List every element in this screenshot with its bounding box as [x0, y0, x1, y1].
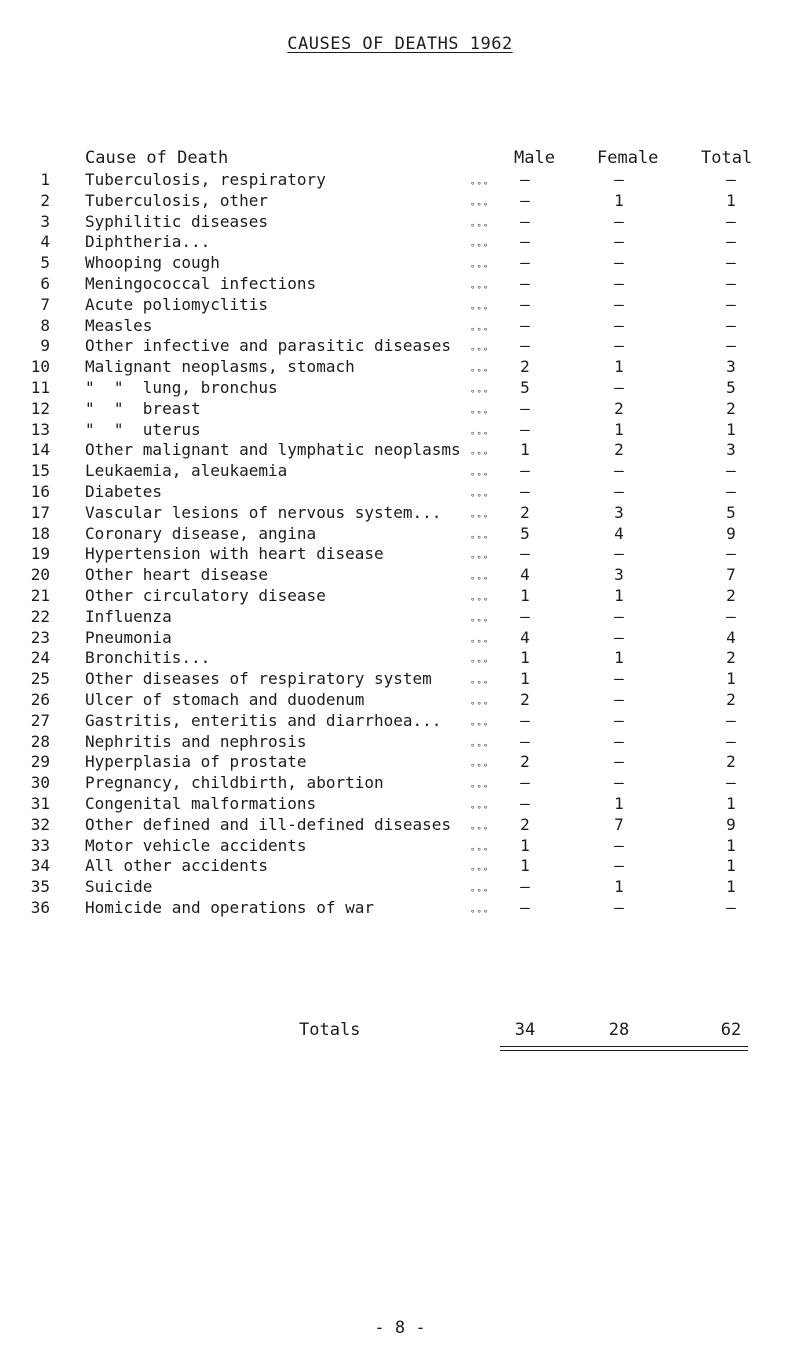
dot-leader: ∘∘∘	[470, 262, 490, 273]
dot-leader: ∘∘∘	[470, 345, 490, 356]
male-count: 1	[520, 648, 530, 668]
total-count: 1	[726, 877, 736, 897]
row-number: 13	[30, 419, 50, 439]
total-count: —	[726, 253, 736, 273]
row-number: 24	[30, 648, 50, 668]
table-row	[0, 794, 800, 815]
female-count: —	[614, 294, 624, 314]
total-count: —	[726, 481, 736, 501]
table-row	[0, 690, 800, 711]
cause-label: " " uterus	[85, 419, 201, 439]
row-number: 26	[30, 689, 50, 709]
female-count: 1	[614, 648, 624, 668]
table-row	[0, 274, 800, 295]
male-count: —	[520, 232, 530, 252]
female-count: —	[614, 689, 624, 709]
cause-label: Ulcer of stomach and duodenum	[85, 689, 365, 709]
cause-label: Measles	[85, 315, 153, 335]
total-count: 1	[726, 835, 736, 855]
table-row	[0, 565, 800, 586]
table-row	[0, 461, 800, 482]
dot-leader: ∘∘∘	[470, 511, 490, 522]
total-count: —	[726, 273, 736, 293]
header-cause: Cause of Death	[85, 148, 229, 168]
male-count: —	[520, 253, 530, 273]
row-number: 17	[30, 502, 50, 522]
total-count: 2	[726, 689, 736, 709]
female-count: 7	[614, 814, 624, 834]
female-count: —	[614, 897, 624, 917]
dot-leader: ∘∘∘	[470, 886, 490, 897]
dot-leader: ∘∘∘	[470, 282, 490, 293]
female-count: —	[614, 273, 624, 293]
row-number: 8	[40, 315, 50, 335]
row-number: 18	[30, 523, 50, 543]
male-count: 2	[520, 689, 530, 709]
male-count: 2	[520, 752, 530, 772]
female-count: —	[614, 170, 624, 189]
cause-label: Other malignant and lymphatic neoplasms	[85, 440, 461, 460]
cause-label: Syphilitic diseases	[85, 211, 269, 231]
cause-label: Hypertension with heart disease	[85, 544, 384, 564]
female-count: 1	[614, 357, 624, 377]
total-count: 7	[726, 565, 736, 585]
row-number: 25	[30, 669, 50, 689]
row-number: 28	[30, 731, 50, 751]
row-number: 19	[30, 544, 50, 564]
row-number: 31	[30, 793, 50, 813]
dot-leader: ∘∘∘	[470, 574, 490, 585]
female-count: 1	[614, 793, 624, 813]
female-count: 3	[614, 565, 624, 585]
dot-leader: ∘∘∘	[470, 179, 490, 189]
total-all: 62	[720, 1020, 742, 1040]
total-count: 5	[726, 377, 736, 397]
cause-label: Other diseases of respiratory system	[85, 669, 432, 689]
dot-leader: ∘∘∘	[470, 615, 490, 626]
row-number: 3	[40, 211, 50, 231]
table-row	[0, 170, 800, 191]
female-count: —	[614, 336, 624, 356]
cause-label: Gastritis, enteritis and diarrhoea...	[85, 710, 442, 730]
cause-label: Diphtheria...	[85, 232, 211, 252]
total-count: 3	[726, 357, 736, 377]
total-female: 28	[608, 1020, 630, 1040]
table-row	[0, 669, 800, 690]
table-row	[0, 628, 800, 649]
male-count: 1	[520, 669, 530, 689]
total-count: 1	[726, 856, 736, 876]
male-count: —	[520, 419, 530, 439]
male-count: —	[520, 170, 530, 189]
cause-label: Hyperplasia of prostate	[85, 752, 307, 772]
total-count: —	[726, 315, 736, 335]
dot-leader: ∘∘∘	[470, 199, 490, 210]
total-count: 5	[726, 502, 736, 522]
row-number: 32	[30, 814, 50, 834]
cause-label: Vascular lesions of nervous system...	[85, 502, 442, 522]
male-count: 2	[520, 357, 530, 377]
cause-label: Influenza	[85, 606, 172, 626]
header-male: Male	[514, 148, 555, 168]
cause-label: Pregnancy, childbirth, abortion	[85, 773, 384, 793]
total-count: —	[726, 211, 736, 231]
dot-leader: ∘∘∘	[470, 782, 490, 793]
page-number: - 8 -	[374, 1318, 426, 1338]
total-count: —	[726, 232, 736, 252]
cause-label: " " breast	[85, 398, 201, 418]
cause-label: Meningococcal infections	[85, 273, 317, 293]
table-row	[0, 253, 800, 274]
female-count: —	[614, 253, 624, 273]
row-number: 6	[40, 273, 50, 293]
cause-label: All other accidents	[85, 856, 269, 876]
male-count: —	[520, 710, 530, 730]
dot-leader: ∘∘∘	[470, 241, 490, 252]
female-count: —	[614, 481, 624, 501]
dot-leader: ∘∘∘	[470, 366, 490, 377]
total-count: —	[726, 897, 736, 917]
dot-leader: ∘∘∘	[470, 740, 490, 751]
female-count: 1	[614, 190, 624, 210]
cause-label: Suicide	[85, 877, 153, 897]
table-row	[0, 732, 800, 753]
male-count: 2	[520, 502, 530, 522]
female-count: —	[614, 377, 624, 397]
row-number: 1	[40, 170, 50, 189]
row-number: 14	[30, 440, 50, 460]
table-row	[0, 295, 800, 316]
dot-leader: ∘∘∘	[470, 594, 490, 605]
dot-leader: ∘∘∘	[470, 865, 490, 876]
dot-leader: ∘∘∘	[470, 823, 490, 834]
male-count: —	[520, 544, 530, 564]
cause-label: Whooping cough	[85, 253, 220, 273]
male-count: 1	[520, 585, 530, 605]
header-female: Female	[597, 148, 659, 168]
female-count: —	[614, 835, 624, 855]
table-row	[0, 440, 800, 461]
row-number: 22	[30, 606, 50, 626]
male-count: —	[520, 294, 530, 314]
male-count: —	[520, 211, 530, 231]
table-row	[0, 191, 800, 212]
row-number: 10	[30, 357, 50, 377]
cause-label: Other infective and parasitic diseases	[85, 336, 452, 356]
female-count: —	[614, 856, 624, 876]
dot-leader: ∘∘∘	[470, 636, 490, 647]
row-number: 23	[30, 627, 50, 647]
table-row	[0, 877, 800, 898]
dot-leader: ∘∘∘	[470, 220, 490, 231]
female-count: —	[614, 752, 624, 772]
table-row	[0, 336, 800, 357]
cause-label: Tuberculosis, other	[85, 190, 269, 210]
total-count: —	[726, 170, 736, 189]
male-count: —	[520, 731, 530, 751]
male-count: —	[520, 398, 530, 418]
female-count: 4	[614, 523, 624, 543]
cause-label: Motor vehicle accidents	[85, 835, 307, 855]
row-number: 29	[30, 752, 50, 772]
male-count: —	[520, 273, 530, 293]
row-number: 27	[30, 710, 50, 730]
cause-label: Homicide and operations of war	[85, 897, 374, 917]
female-count: —	[614, 544, 624, 564]
male-count: —	[520, 481, 530, 501]
row-number: 2	[40, 190, 50, 210]
male-count: —	[520, 877, 530, 897]
female-count: —	[614, 232, 624, 252]
total-count: —	[726, 731, 736, 751]
total-count: 2	[726, 585, 736, 605]
dot-leader: ∘∘∘	[470, 428, 490, 439]
totals-rule-top	[500, 1046, 748, 1047]
total-count: —	[726, 544, 736, 564]
dot-leader: ∘∘∘	[470, 449, 490, 460]
total-count: —	[726, 294, 736, 314]
male-count: —	[520, 315, 530, 335]
table-row	[0, 752, 800, 773]
male-count: 4	[520, 565, 530, 585]
table-row	[0, 544, 800, 565]
table-row	[0, 212, 800, 233]
cause-label: Tuberculosis, respiratory	[85, 170, 326, 189]
male-count: 4	[520, 627, 530, 647]
female-count: —	[614, 669, 624, 689]
row-number: 12	[30, 398, 50, 418]
cause-label: Other defined and ill-defined diseases	[85, 814, 452, 834]
row-number: 4	[40, 232, 50, 252]
total-count: 2	[726, 648, 736, 668]
dot-leader: ∘∘∘	[470, 657, 490, 668]
table-row	[0, 357, 800, 378]
dot-leader: ∘∘∘	[470, 470, 490, 481]
row-number: 9	[40, 336, 50, 356]
dot-leader: ∘∘∘	[470, 532, 490, 543]
table-row	[0, 648, 800, 669]
row-number: 34	[30, 856, 50, 876]
total-count: 2	[726, 398, 736, 418]
dot-leader: ∘∘∘	[470, 678, 490, 689]
total-count: —	[726, 336, 736, 356]
female-count: —	[614, 461, 624, 481]
male-count: 2	[520, 814, 530, 834]
table-row	[0, 503, 800, 524]
male-count: 1	[520, 440, 530, 460]
cause-label: Pneumonia	[85, 627, 172, 647]
table-row	[0, 836, 800, 857]
cause-label: Nephritis and nephrosis	[85, 731, 307, 751]
cause-label: " " lung, bronchus	[85, 377, 278, 397]
table-row	[0, 773, 800, 794]
row-number: 30	[30, 773, 50, 793]
female-count: 2	[614, 398, 624, 418]
cause-label: Malignant neoplasms, stomach	[85, 357, 355, 377]
female-count: 1	[614, 877, 624, 897]
total-count: 1	[726, 793, 736, 813]
dot-leader: ∘∘∘	[470, 844, 490, 855]
dot-leader: ∘∘∘	[470, 490, 490, 501]
dot-leader: ∘∘∘	[470, 303, 490, 314]
causes-table	[0, 170, 800, 919]
male-count: —	[520, 461, 530, 481]
dot-leader: ∘∘∘	[470, 324, 490, 335]
dot-leader: ∘∘∘	[470, 407, 490, 418]
total-count: 1	[726, 419, 736, 439]
table-row	[0, 815, 800, 836]
female-count: —	[614, 710, 624, 730]
table-row	[0, 399, 800, 420]
table-row	[0, 378, 800, 399]
header-total: Total	[701, 148, 753, 168]
female-count: 1	[614, 419, 624, 439]
female-count: —	[614, 731, 624, 751]
row-number: 36	[30, 897, 50, 917]
row-number: 16	[30, 481, 50, 501]
cause-label: Congenital malformations	[85, 793, 317, 813]
total-count: 4	[726, 627, 736, 647]
female-count: 1	[614, 585, 624, 605]
female-count: 2	[614, 440, 624, 460]
total-count: 2	[726, 752, 736, 772]
cause-label: Leukaemia, aleukaemia	[85, 461, 288, 481]
table-row	[0, 586, 800, 607]
row-number: 20	[30, 565, 50, 585]
cause-label: Diabetes	[85, 481, 163, 501]
cause-label: Other heart disease	[85, 565, 269, 585]
total-count: —	[726, 606, 736, 626]
male-count: 5	[520, 377, 530, 397]
dot-leader: ∘∘∘	[470, 719, 490, 730]
male-count: 5	[520, 523, 530, 543]
dot-leader: ∘∘∘	[470, 386, 490, 397]
total-count: —	[726, 773, 736, 793]
dot-leader: ∘∘∘	[470, 802, 490, 813]
row-number: 5	[40, 253, 50, 273]
female-count: —	[614, 315, 624, 335]
total-count: 1	[726, 190, 736, 210]
row-number: 11	[30, 377, 50, 397]
dot-leader: ∘∘∘	[470, 553, 490, 564]
row-number: 33	[30, 835, 50, 855]
male-count: —	[520, 190, 530, 210]
table-row	[0, 316, 800, 337]
total-count: —	[726, 710, 736, 730]
cause-label: Coronary disease, angina	[85, 523, 317, 543]
row-number: 7	[40, 294, 50, 314]
dot-leader: ∘∘∘	[470, 761, 490, 772]
female-count: —	[614, 606, 624, 626]
male-count: —	[520, 336, 530, 356]
page-title: CAUSES OF DEATHS 1962	[287, 34, 513, 54]
row-number: 21	[30, 585, 50, 605]
male-count: 1	[520, 835, 530, 855]
row-number: 15	[30, 461, 50, 481]
total-count: 9	[726, 814, 736, 834]
dot-leader: ∘∘∘	[470, 906, 490, 917]
male-count: —	[520, 793, 530, 813]
totals-label: Totals	[299, 1020, 361, 1040]
table-row	[0, 524, 800, 545]
cause-label: Acute poliomyclitis	[85, 294, 269, 314]
totals-rule-bottom	[500, 1050, 748, 1051]
table-row	[0, 232, 800, 253]
table-row	[0, 420, 800, 441]
male-count: —	[520, 606, 530, 626]
female-count: —	[614, 627, 624, 647]
total-count: 1	[726, 669, 736, 689]
total-count: 3	[726, 440, 736, 460]
table-row	[0, 898, 800, 919]
table-row	[0, 856, 800, 877]
total-count: —	[726, 461, 736, 481]
male-count: 1	[520, 856, 530, 876]
male-count: —	[520, 773, 530, 793]
cause-label: Other circulatory disease	[85, 585, 326, 605]
female-count: —	[614, 211, 624, 231]
dot-leader: ∘∘∘	[470, 698, 490, 709]
female-count: 3	[614, 502, 624, 522]
cause-label: Bronchitis...	[85, 648, 211, 668]
row-number: 35	[30, 877, 50, 897]
male-count: —	[520, 897, 530, 917]
female-count: —	[614, 773, 624, 793]
total-male: 34	[514, 1020, 536, 1040]
table-row	[0, 711, 800, 732]
table-row	[0, 607, 800, 628]
total-count: 9	[726, 523, 736, 543]
table-row	[0, 482, 800, 503]
